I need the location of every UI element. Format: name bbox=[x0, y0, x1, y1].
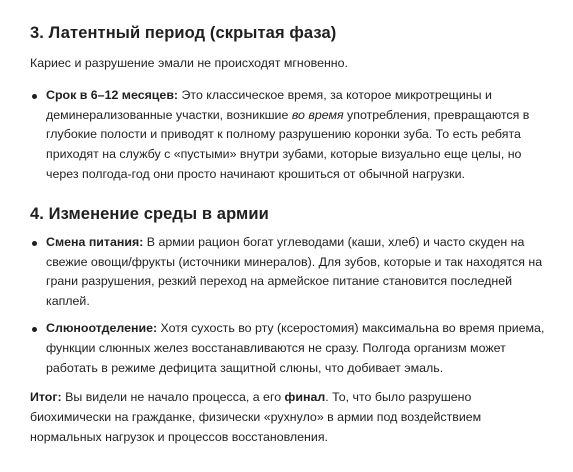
bullet-icon bbox=[32, 241, 37, 246]
summary-paragraph bbox=[30, 388, 553, 447]
list-item bbox=[30, 86, 553, 185]
summary-label: Итог: bbox=[30, 390, 62, 405]
bullet-icon bbox=[32, 94, 37, 99]
item-label: Срок в 6–12 месяцев: bbox=[46, 87, 179, 102]
item-text: Это классическое время, за которое микротрещины и деминерализованные участки, возникшие bbox=[46, 87, 492, 122]
bullet-icon bbox=[32, 327, 37, 332]
item-text: В армии рацион богат углеводами (каши, хлеб) и часто скуден на свежие овощи/фрукты (источники минералов). Для зубов, которые и так находятся на грани разрушения, резкий переход на армейское питание становится последней каплей. bbox=[46, 234, 543, 309]
item-label: Смена питания: bbox=[46, 234, 144, 249]
section-3-list bbox=[30, 86, 553, 185]
item-label: Слюноотделение: bbox=[46, 320, 158, 335]
section-3-heading: 3. Латентный период (скрытая фаза) bbox=[30, 24, 337, 42]
section-4-heading: 4. Изменение среды в армии bbox=[30, 204, 269, 223]
summary-text: Вы видели не начало процесса, а его bbox=[61, 390, 285, 405]
summary-text-continued: . То, что было разрушено биохимически на гражданке, физически «рухнуло» в армии под воздействием нормальных нагрузок и процессов восстановления. bbox=[30, 390, 482, 444]
item-emphasis: во время bbox=[291, 107, 344, 122]
list-item bbox=[30, 319, 553, 378]
item-text-continued: употребления, превращаются в глубокие полости и приводят к полному разрушению коронки зуба. То есть ребята приходят на службу с «пустыми» внутри зубами, которые визуально еще целы, но через полгода-год они просто начинают крошиться от обычной нагрузки. bbox=[46, 107, 530, 181]
list-item bbox=[30, 233, 553, 312]
section-3-intro: Кариес и разрушение эмали не происходят мгновенно. bbox=[30, 56, 348, 70]
item-text: Хотя сухость во рту (ксеростомия) максимальна во время приема, функции слюнных желез восстанавливаются не сразу. Полгода организм может работать в режиме дефицита защитной слюны, что добивает эмаль. bbox=[46, 320, 545, 375]
summary-emphasis: финал bbox=[284, 390, 326, 405]
section-4-list bbox=[30, 233, 553, 379]
